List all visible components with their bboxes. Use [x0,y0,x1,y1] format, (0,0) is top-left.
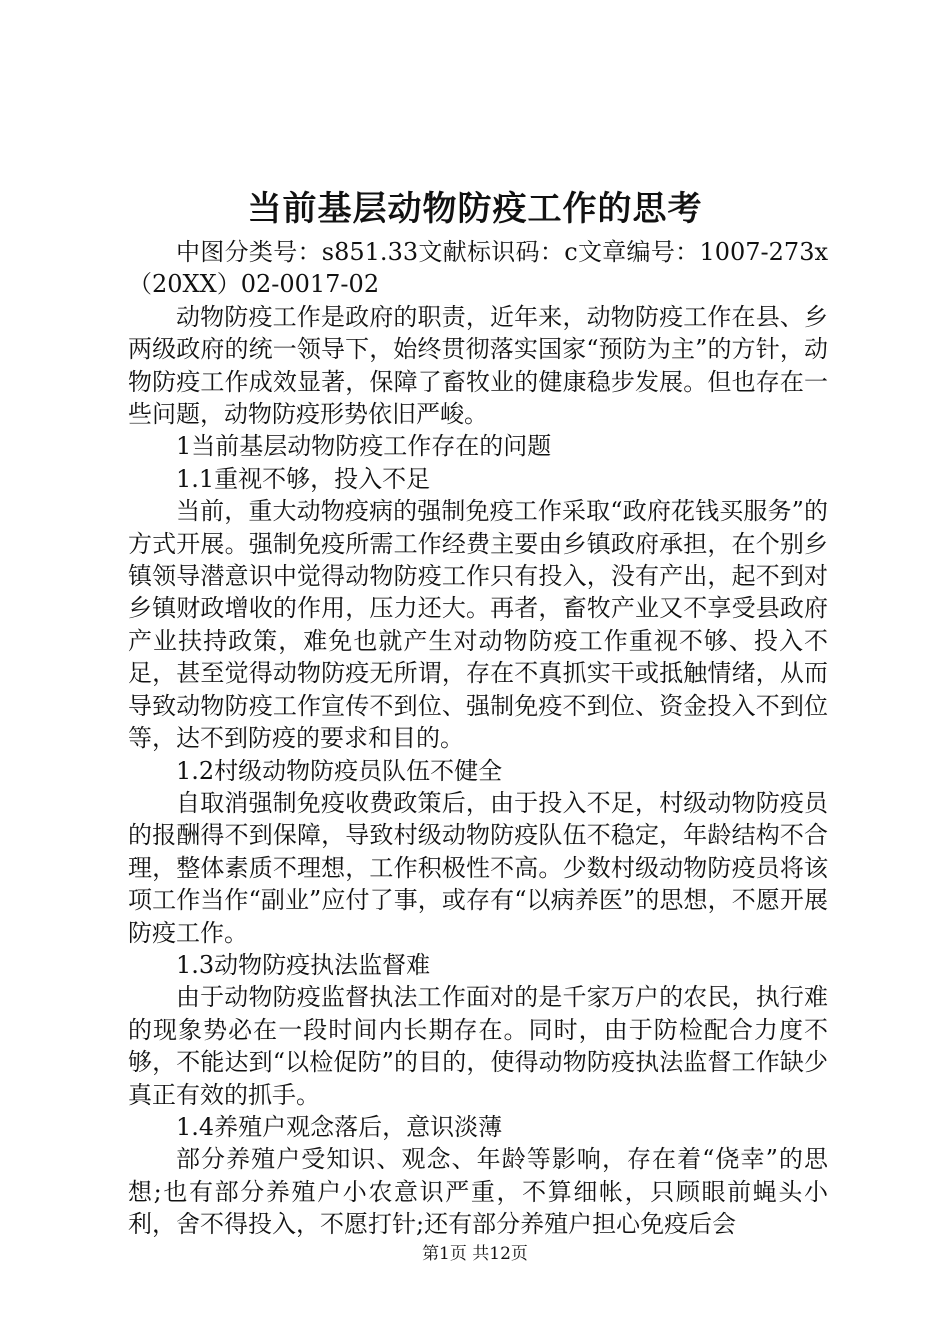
document-body [128,236,828,1241]
subsection-heading-1-3: 1.3动物防疫执法监督难 [176,950,431,979]
subsection-heading-1-1: 1.1重视不够，投入不足 [176,464,431,493]
classification-line: 中图分类号：s851.33文献标识码：c文章编号：1007-273x（20XX）02-0017-02 [128,238,828,299]
intro-paragraph: 动物防疫工作是政府的职责，近年来，动物防疫工作在县、乡两级政府的统一领导下，始终贯彻落实国家“预防为主”的方针，动物防疫工作成效显著，保障了畜牧业的健康稳步发展。但也存在一些问题，动物防疫形势依旧严峻。 [128,302,828,429]
paragraph-1-1: 当前，重大动物疫病的强制免疫工作采取“政府花钱买服务”的方式开展。强制免疫所需工作经费主要由乡镇政府承担，在个别乡镇领导潜意识中觉得动物防疫工作只有投入，没有产出，起不到对乡镇财政增收的作用，压力还大。再者，畜牧产业又不享受县政府产业扶持政策，难免也就产生对动物防疫工作重视不够、投入不足，甚至觉得动物防疫无所谓，存在不真抓实干或抵触情绪，从而导致动物防疫工作宣传不到位、强制免疫不到位、资金投入不到位等，达不到防疫的要求和目的。 [128,497,828,753]
paragraph-1-4: 部分养殖户受知识、观念、年龄等影响，存在着“侥幸”的思想;也有部分养殖户小农意识严重，不算细帐，只顾眼前蝇头小利，舍不得投入，不愿打针;还有部分养殖户担心免疫后会 [128,1145,828,1239]
document-title: 当前基层动物防疫工作的思考 [247,189,703,229]
section-heading-1: 1当前基层动物防疫工作存在的问题 [176,432,552,461]
subsection-heading-1-4: 1.4养殖户观念落后，意识淡薄 [176,1112,503,1141]
page-footer: 第1页 共12页 [422,1244,528,1264]
subsection-heading-1-2: 1.2村级动物防疫员队伍不健全 [176,756,503,785]
paragraph-1-3: 由于动物防疫监督执法工作面对的是千家万户的农民，执行难的现象势必在一段时间内长期存在。同时，由于防检配合力度不够，不能达到“以检促防”的目的，使得动物防疫执法监督工作缺少真正有效的抓手。 [128,983,828,1109]
paragraph-1-2: 自取消强制免疫收费政策后，由于投入不足，村级动物防疫员的报酬得不到保障，导致村级动物防疫队伍不稳定，年龄结构不合理，整体素质不理想，工作积极性不高。少数村级动物防疫员将该项工作当作“副业”应付了事，或存有“以病养医”的思想，不愿开展防疫工作。 [128,788,828,947]
